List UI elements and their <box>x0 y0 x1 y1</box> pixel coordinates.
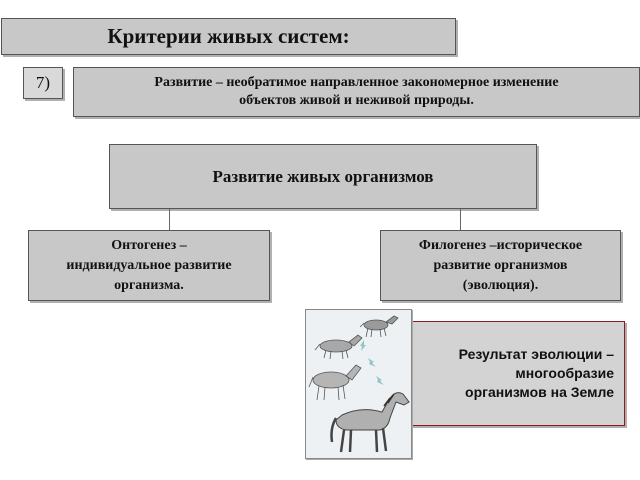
third-horse-icon <box>309 365 361 400</box>
page-title <box>1 18 456 55</box>
arrow-icon-1 <box>360 340 366 351</box>
early-horse-icon <box>360 316 398 337</box>
horse-evolution-illustration <box>305 309 412 459</box>
evolution-result-text: Результат эволюции – многообразие организмов на Земле <box>458 346 614 400</box>
second-horse-icon <box>315 335 362 359</box>
arrow-icon-3 <box>376 376 384 385</box>
connector-left <box>169 209 170 230</box>
phylogenesis-box <box>380 230 621 301</box>
connector-right <box>460 209 461 230</box>
ontogenesis-box <box>28 230 270 301</box>
definition-box <box>73 67 640 117</box>
phylogenesis-text: Филогенез –историческое развитие организмов (эволюция). <box>418 237 583 293</box>
page-title-text: Критерии живых систем: <box>107 24 350 48</box>
main-concept-box <box>109 144 537 209</box>
horse-evolution-icon <box>306 310 411 458</box>
main-concept-text: Развитие живых организмов <box>212 166 434 186</box>
evolution-result-box <box>405 321 625 426</box>
evolution-arrows <box>360 340 384 385</box>
arrow-icon-2 <box>368 358 376 367</box>
modern-horse-icon <box>332 393 410 452</box>
definition-text: Развитие – необратимое направленное закономерное изменение объектов живой и неживой природы. <box>154 75 559 108</box>
item-number-badge <box>23 67 63 99</box>
ontogenesis-text: Онтогенез – индивидуальное развитие организма. <box>66 237 232 293</box>
item-number-text: 7) <box>35 73 51 92</box>
